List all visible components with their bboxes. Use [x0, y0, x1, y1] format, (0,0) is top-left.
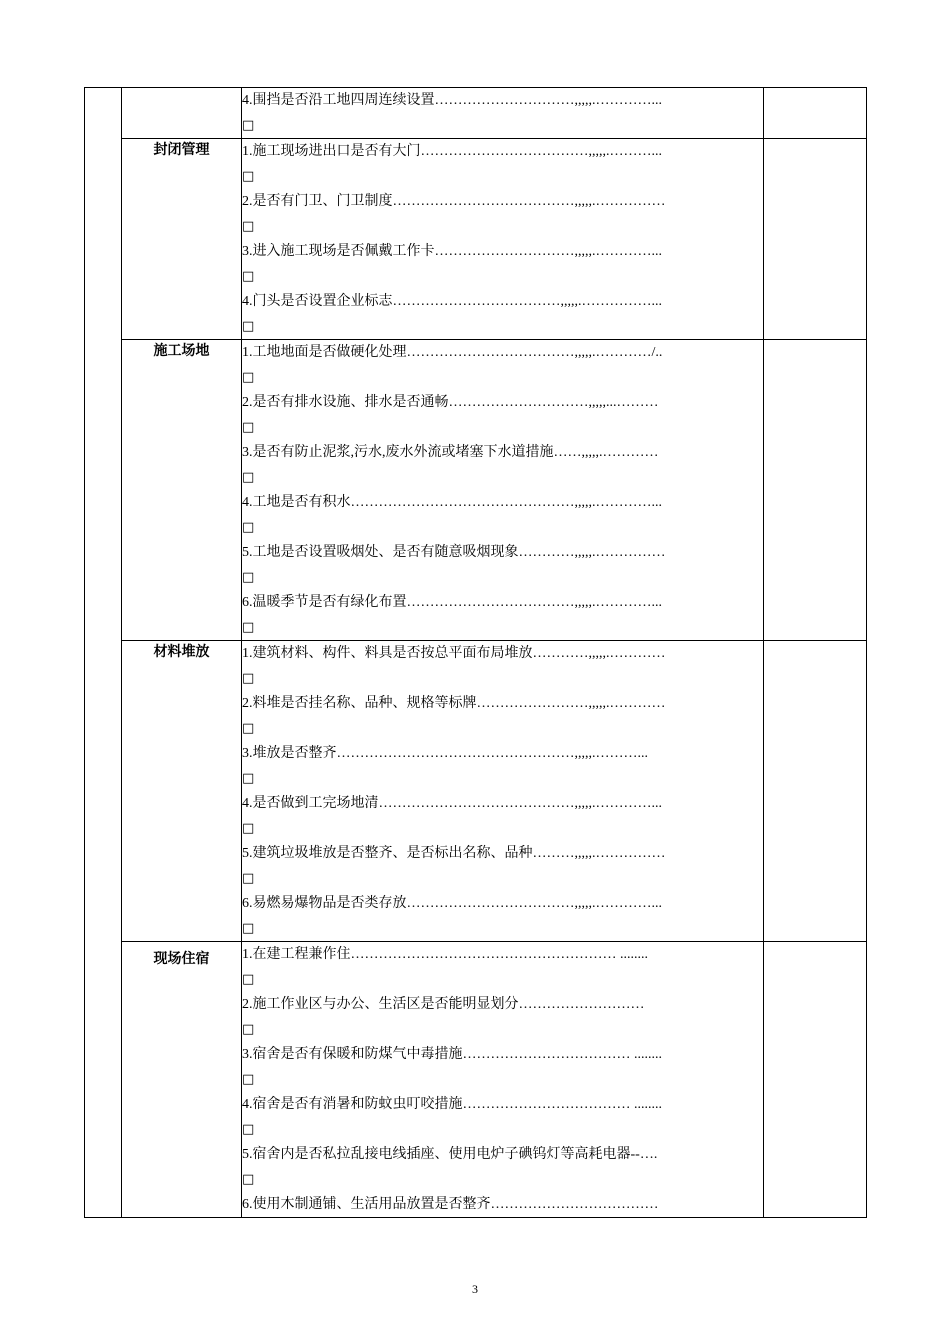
section-title: 现场住宿	[153, 951, 210, 967]
section-row	[85, 88, 867, 139]
section-items-cell	[242, 340, 764, 641]
check-item-text: 4.工地是否有积水…………………………………………,,,,,.…………...	[242, 495, 662, 510]
section-category-cell	[122, 340, 242, 641]
check-item-text: 3.是否有防止泥浆,污水,废水外流或堵塞下水道措施……,,,,,.…………	[242, 445, 659, 460]
check-item-text: 2.是否有门卫、门卫制度…………………………………,,,,,.……………	[242, 194, 666, 209]
section-items-cell	[242, 641, 764, 942]
result-cell	[764, 942, 867, 1218]
section-category-cell	[122, 139, 242, 340]
checkbox-icon[interactable]: □	[242, 620, 255, 635]
result-cell	[764, 88, 867, 139]
checkbox-icon[interactable]: □	[242, 219, 255, 234]
section-items-cell	[242, 88, 764, 139]
check-item-text: 6.使用木制通铺、生活用品放置是否整齐………………………………	[242, 1197, 659, 1212]
checklist-body	[85, 88, 867, 1218]
checkbox-icon[interactable]: □	[242, 520, 255, 535]
section-category-cell	[122, 641, 242, 942]
result-cell	[764, 340, 867, 641]
check-item-text: 4.宿舍是否有消暑和防蚊虫叮咬措施……………………………… ........	[242, 1097, 662, 1112]
checkbox-icon[interactable]: □	[242, 1022, 255, 1037]
check-item-text: 2.料堆是否挂名称、品种、规格等标牌……………………,,,,,.…………	[242, 696, 666, 711]
checkbox-icon[interactable]: □	[242, 470, 255, 485]
checkbox-icon[interactable]: □	[242, 1122, 255, 1137]
page-number: 3	[472, 1282, 478, 1296]
section-row	[85, 641, 867, 942]
section-row	[85, 340, 867, 641]
checkbox-icon[interactable]: □	[242, 169, 255, 184]
result-cell	[764, 139, 867, 340]
check-item-text: 5.工地是否设置吸烟处、是否有随意吸烟现象…………,,,,,.……………	[242, 545, 666, 560]
checkbox-icon[interactable]: □	[242, 118, 255, 133]
section-row	[85, 942, 867, 1218]
checkbox-icon[interactable]: □	[242, 972, 255, 987]
check-item-text: 5.宿舍内是否私拉乱接电线插座、使用电炉子碘钨灯等高耗电器--….	[242, 1147, 658, 1162]
check-item-text: 1.建筑材料、构件、料具是否按总平面布局堆放…………,,,,,.…………	[242, 646, 666, 661]
check-item-text: 3.堆放是否整齐……………………………………………,,,,,.………...	[242, 746, 648, 761]
check-item-text: 4.是否做到工完场地清……………………………………,,,,,.…………...	[242, 796, 662, 811]
section-title: 封闭管理	[153, 142, 210, 158]
checkbox-icon[interactable]: □	[242, 721, 255, 736]
check-item-text: 1.施工现场进出口是否有大门………………………………,,,,,.………...	[242, 144, 662, 159]
checkbox-icon[interactable]: □	[242, 570, 255, 585]
section-row	[85, 139, 867, 340]
section-items-cell	[242, 139, 764, 340]
section-items-cell	[242, 942, 764, 1218]
section-title: 施工场地	[153, 343, 210, 359]
checkbox-icon[interactable]: □	[242, 1172, 255, 1187]
check-item-text: 6.温暖季节是否有绿化布置………………………………,,,,,.…………...	[242, 595, 662, 610]
checkbox-icon[interactable]: □	[242, 370, 255, 385]
check-item-text: 5.建筑垃圾堆放是否整齐、是否标出名称、品种………,,,,,.……………	[242, 846, 666, 861]
section-title: 材料堆放	[153, 644, 210, 660]
checkbox-icon[interactable]: □	[242, 821, 255, 836]
checkbox-icon[interactable]: □	[242, 771, 255, 786]
checkbox-icon[interactable]: □	[242, 871, 255, 886]
check-item-text: 6.易燃易爆物品是否类存放………………………………,,,,,.…………...	[242, 896, 662, 911]
checkbox-icon[interactable]: □	[242, 319, 255, 334]
inspection-checklist-table	[84, 87, 867, 1218]
check-item-text: 1.在建工程兼作住………………………………………………… ........	[242, 947, 648, 962]
result-cell	[764, 641, 867, 942]
outer-left-cell	[85, 88, 122, 1218]
check-item-text: 3.宿舍是否有保暖和防煤气中毒措施……………………………… ........	[242, 1047, 662, 1062]
checkbox-icon[interactable]: □	[242, 921, 255, 936]
check-item-text: 4.门头是否设置企业标志………………………………,,,,,.……………...	[242, 294, 662, 309]
check-item-text: 1.工地地面是否做硬化处理………………………………,,,,,.…………/..	[242, 345, 663, 360]
checkbox-icon[interactable]: □	[242, 420, 255, 435]
checkbox-icon[interactable]: □	[242, 671, 255, 686]
check-item-text: 4.围挡是否沿工地四周连续设置…………………………,,,,,.…………...	[242, 93, 662, 108]
check-item-text: 3.进入施工现场是否佩戴工作卡…………………………,,,,,.…………...	[242, 244, 662, 259]
check-item-text: 2.是否有排水设施、排水是否通畅…………………………,,,,,...………	[242, 395, 659, 410]
checkbox-icon[interactable]: □	[242, 269, 255, 284]
section-category-cell	[122, 88, 242, 139]
checkbox-icon[interactable]: □	[242, 1072, 255, 1087]
section-category-cell	[122, 942, 242, 1218]
check-item-text: 2.施工作业区与办公、生活区是否能明显划分………………………	[242, 997, 645, 1012]
